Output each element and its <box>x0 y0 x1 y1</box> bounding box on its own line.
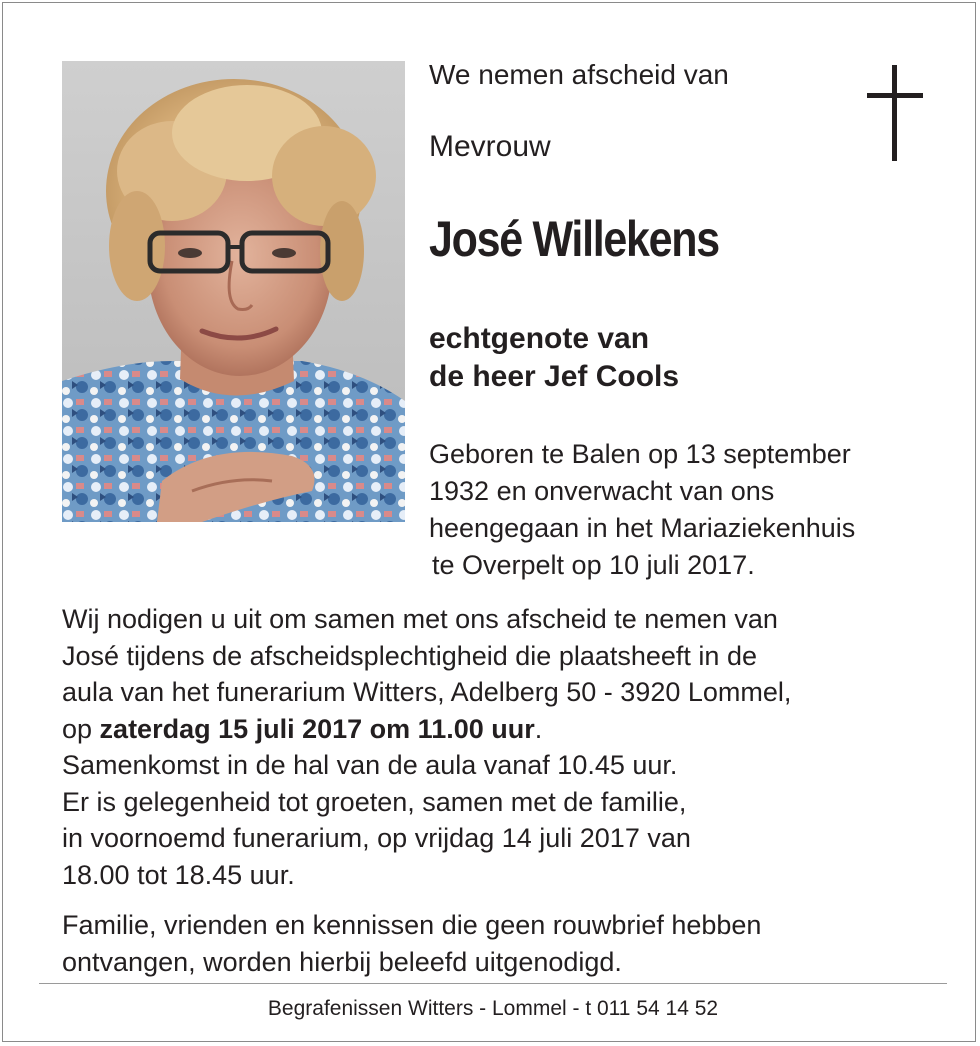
invitation-line-5: Samenkomst in de hal van de aula vanaf 10.45 uur. <box>62 750 678 780</box>
ceremony-prefix: op <box>62 713 100 744</box>
deceased-name: José Willekens <box>429 211 719 267</box>
intro-text: We nemen afscheid van <box>429 59 729 90</box>
closing-line-1: Familie, vrienden en kennissen die geen rouwbrief hebben <box>62 910 762 940</box>
invitation-paragraph <box>62 601 791 893</box>
spouse-line-2: de heer Jef Cools <box>429 360 680 393</box>
birth-line-2: 1932 en onverwacht van ons <box>429 476 775 506</box>
cross-icon <box>865 65 925 161</box>
funeral-home-footer: Begrafenissen Witters - Lommel - t 011 54 14 52 <box>267 997 719 1020</box>
invitation-line-1: Wij nodigen u uit om samen met ons afscheid te nemen van <box>62 604 778 634</box>
portrait-photo <box>62 61 405 522</box>
ceremony-suffix: . <box>534 713 543 744</box>
obituary-card <box>2 2 976 1042</box>
invitation-line-6: Er is gelegenheid tot groeten, samen met de familie, <box>62 786 687 817</box>
footer-divider <box>39 983 947 984</box>
honorific-title: Mevrouw <box>429 130 551 163</box>
birth-info <box>429 436 855 584</box>
invitation-line-4 <box>62 711 791 748</box>
birth-line-1: Geboren te Balen op 13 september <box>429 439 851 469</box>
invitation-line-3: aula van het funerarium Witters, Adelberg 50 - 3920 Lommel, <box>62 677 792 707</box>
closing-line-2: ontvangen, worden hierbij beleefd uitgenodigd. <box>62 946 622 977</box>
closing-paragraph <box>62 907 761 980</box>
invitation-line-8: 18.00 tot 18.45 uur. <box>62 859 295 890</box>
spouse-info <box>429 320 679 396</box>
invitation-line-7: in voornoemd funerarium, op vrijdag 14 juli 2017 van <box>62 823 691 853</box>
invitation-line-2: José tijdens de afscheidsplechtigheid die plaatsheeft in de <box>62 640 757 671</box>
birth-line-3: heengegaan in het Mariaziekenhuis <box>429 513 856 543</box>
birth-line-4: te Overpelt op 10 juli 2017. <box>432 550 755 580</box>
spouse-line-1: echtgenote van <box>429 322 650 355</box>
ceremony-datetime: zaterdag 15 juli 2017 om 11.00 uur <box>99 713 535 744</box>
